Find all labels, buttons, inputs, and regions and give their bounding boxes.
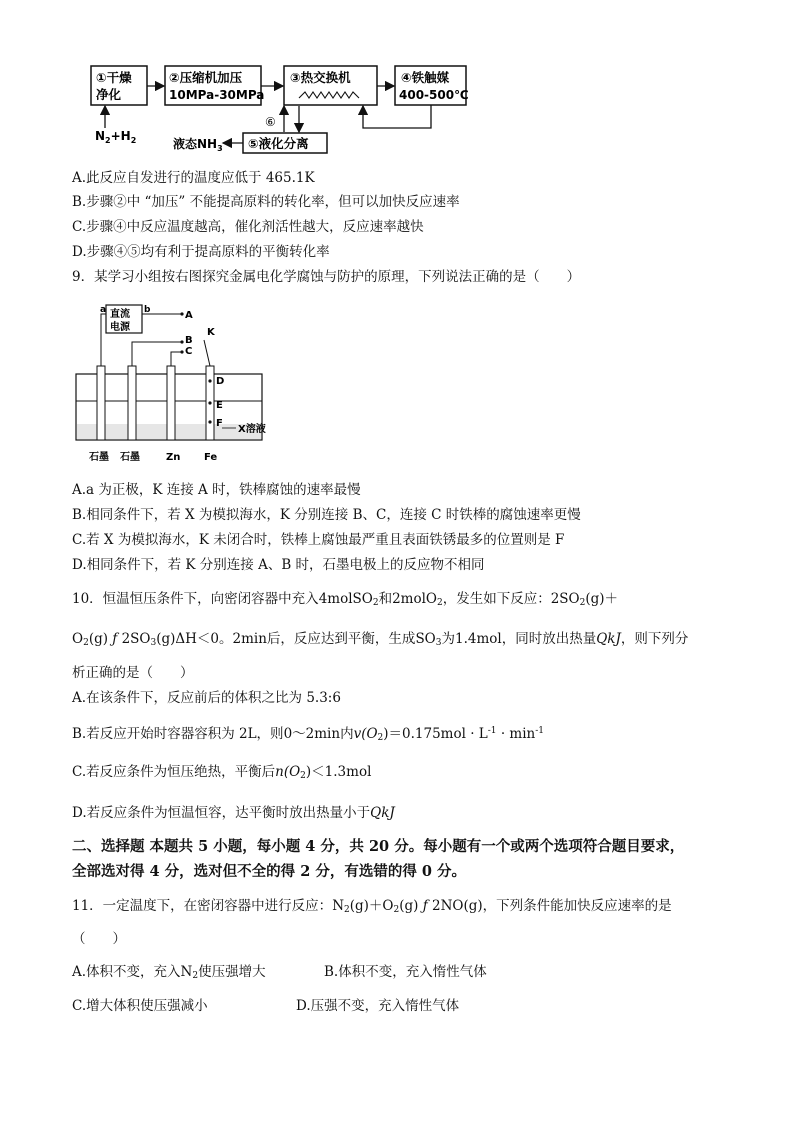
switch-c: C [185, 346, 193, 357]
box2-line2: 10MPa-30MPa [169, 88, 265, 102]
point-e: E [216, 400, 223, 411]
q10-option-a: A.在该条件下，反应前后的体积之比为 5.3:6 [72, 690, 341, 706]
solution-label: X溶液 [238, 424, 266, 435]
point-f: F [216, 418, 223, 429]
switch-b: B [185, 335, 193, 346]
electrode-graphite-1 [97, 366, 105, 440]
box1-line1: ①干燥 [96, 70, 132, 85]
section2-heading-line2: 全部选对得 4 分，选对但不全的得 2 分，有选错的得 0 分。 [72, 863, 467, 880]
q11-option-a: A.体积不变，充入$N_2$使压强增大 [72, 964, 266, 981]
q11-option-c: C.增大体积使压强减小 [72, 998, 208, 1014]
q8-option-a: A.此反应自发进行的温度应低于 465.1K [72, 170, 315, 186]
q11-option-d: D.压强不变，充入惰性气体 [296, 998, 460, 1014]
q10-stem-line1: 10．恒温恒压条件下，向密闭容器中充入4molSO$_2$和2molO$_2$，发生如下反应：$2SO_2(g)+$ [72, 591, 619, 608]
q10-stem-line3: 析正确的是（ ） [72, 665, 194, 681]
q10-option-d: D.若反应条件为恒温恒容，达平衡时放出热量小于QkJ [72, 805, 395, 821]
electrode-zn [167, 366, 175, 440]
q9-stem: 9．某学习小组按右图探究金属电化学腐蚀与防护的原理，下列说法正确的是（ ） [72, 269, 581, 285]
q11-paren: （ ） [72, 931, 126, 947]
box3-label: ③热交换机 [290, 70, 351, 85]
q11-option-b: B.体积不变，充入惰性气体 [324, 964, 487, 980]
label-graphite-1: 石墨 [89, 452, 109, 463]
box4-line2: 400-500℃ [399, 88, 469, 102]
box5-label: ⑤液化分离 [248, 136, 309, 151]
q9-option-b: B.相同条件下，若 X 为模拟海水，K 分别连接 B、C，连接 C 时铁棒的腐蚀速率更慢 [72, 507, 581, 523]
terminal-a: a [100, 305, 107, 315]
q10-option-c: C.若反应条件为恒压绝热，平衡后$n(O_2)<1.3mol$ [72, 764, 372, 781]
q10-option-b: B.若反应开始时容器容积为 2L，则0～2min内$v(O_2)=0.175mol \cdot L^{-1} \cdot \min^{-1}$ [72, 726, 545, 743]
step6-label: ⑥ [265, 115, 276, 129]
box2-line1: ②压缩机加压 [169, 70, 243, 85]
power-label-1: 直流 [110, 309, 130, 320]
label-graphite-2: 石墨 [120, 452, 140, 463]
q8-option-c: C.步骤④中反应温度越高，催化剂活性越大，反应速率越快 [72, 219, 424, 235]
q9-option-a: A.a 为正极，K 连接 A 时，铁棒腐蚀的速率最慢 [72, 482, 361, 498]
label-zn: Zn [166, 452, 181, 463]
box4-line1: ④铁触媒 [401, 70, 450, 85]
q8-option-d: D.步骤④⑤均有利于提高原料的平衡转化率 [72, 244, 330, 260]
ammonia-flow-diagram [85, 60, 485, 160]
box1-line2: 净化 [96, 87, 122, 102]
switch-a: A [185, 310, 193, 321]
q9-option-c: C.若 X 为模拟海水，K 未闭合时，铁棒上腐蚀最严重且表面铁锈最多的位置则是 F [72, 532, 565, 548]
switch-k: K [207, 327, 215, 338]
q10-stem-line2: $O_2(g)$ ƒ $2SO_3(g)\Delta H<0$。2min后，反应达到平衡，生成$SO_3$为1.4mol，同时放出热量QkJ，则下列分 [72, 631, 689, 648]
q9-option-d: D.相同条件下，若 K 分别连接 A、B 时，石墨电极上的反应物不相同 [72, 557, 485, 573]
label-fe: Fe [204, 452, 218, 463]
section2-heading-line1: 二、选择题 本题共 5 小题，每小题 4 分，共 20 分。每小题有一个或两个选项符合题目要求， [72, 838, 685, 855]
q11-stem: 11．一定温度下，在密闭容器中进行反应：$N_2(g)+O_2(g)$ ƒ 2NO(g)，下列条件能加快反应速率的是 [72, 898, 672, 915]
corrosion-cell-figure [72, 302, 282, 468]
point-d: D [216, 376, 225, 387]
electrode-graphite-2 [128, 366, 136, 440]
power-label-2: 电源 [110, 322, 130, 333]
q8-option-b: B.步骤②中 “加压” 不能提高原料的转化率，但可以加快反应速率 [72, 194, 460, 210]
terminal-b: b [144, 305, 151, 315]
product-nh3: 液态$NH_3$ [173, 137, 223, 153]
feed-n: $N_2+H_2$ [95, 129, 137, 145]
